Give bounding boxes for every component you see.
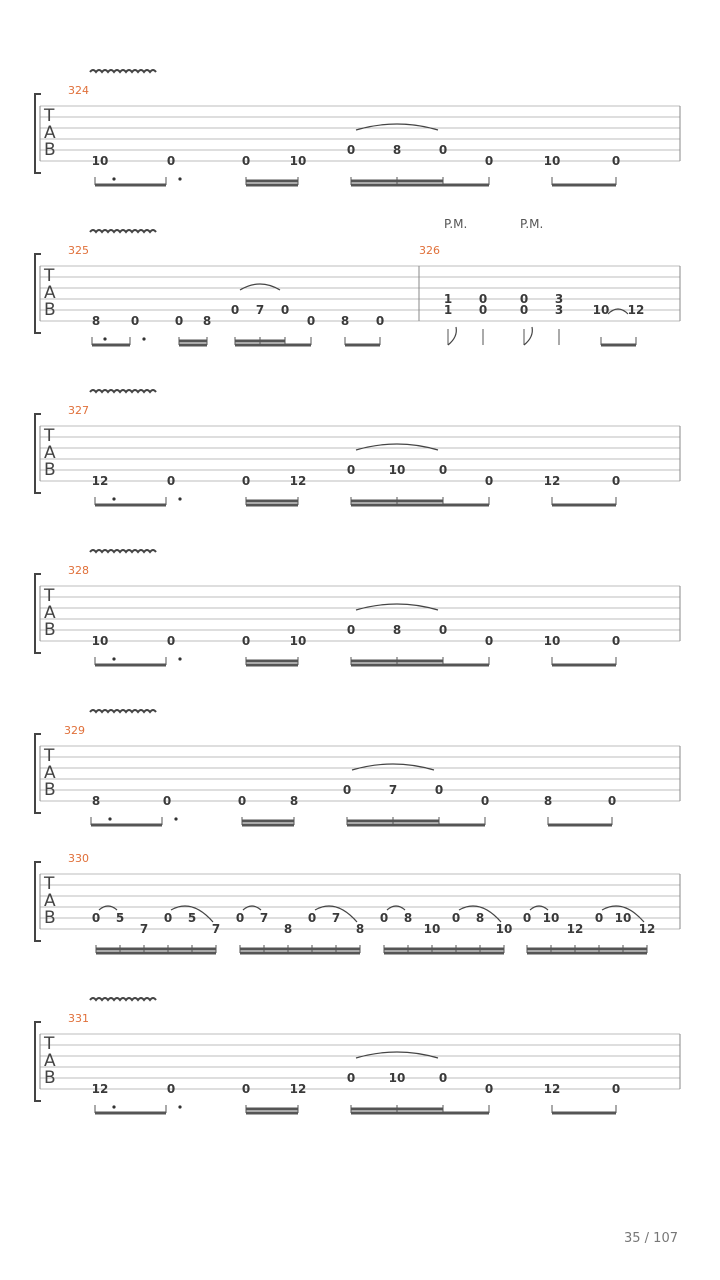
tie-arc (240, 284, 280, 290)
fret-number: 0 (484, 1082, 494, 1096)
fret-number: 0 (611, 1082, 621, 1096)
fret-number: 0 (611, 634, 621, 648)
dotted-rhythm (178, 1105, 181, 1108)
tab-clef-t: T (44, 106, 55, 126)
fret-number: 0 (478, 303, 488, 317)
vibrato-mark (90, 998, 156, 1000)
fret-number: 7 (211, 922, 221, 936)
fret-number: 8 (91, 314, 101, 328)
dotted-rhythm (178, 657, 181, 660)
fret-number: 0 (342, 783, 352, 797)
fret-number: 0 (375, 314, 385, 328)
note-flag (524, 327, 532, 345)
fret-number: 0 (519, 292, 529, 306)
fret-number: 5 (115, 911, 125, 925)
fret-number: 0 (607, 794, 617, 808)
palm-mute-label: P.M. (520, 217, 544, 231)
tab-clef-a: A (44, 763, 56, 783)
fret-number: 7 (331, 911, 341, 925)
tab-clef-b: B (44, 460, 56, 480)
dotted-rhythm (142, 337, 145, 340)
tab-clef-b: B (44, 300, 56, 320)
fret-number: 0 (166, 154, 176, 168)
dotted-rhythm (178, 497, 181, 500)
fret-number: 1 (443, 292, 453, 306)
fret-number: 0 (611, 154, 621, 168)
fret-number: 0 (166, 634, 176, 648)
fret-number: 10 (388, 1071, 406, 1085)
fret-number: 3 (554, 292, 564, 306)
fret-number: 8 (392, 143, 402, 157)
fret-number: 10 (423, 922, 441, 936)
measure-number: 325 (68, 244, 89, 257)
fret-number: 5 (187, 911, 197, 925)
tab-clef-b: B (44, 620, 56, 640)
fret-number: 8 (392, 623, 402, 637)
fret-number: 12 (543, 474, 561, 488)
tab-clef-a: A (44, 1051, 56, 1071)
fret-number: 0 (163, 911, 173, 925)
tab-clef-t: T (44, 874, 55, 894)
fret-number: 0 (451, 911, 461, 925)
fret-number: 0 (519, 303, 529, 317)
vibrato-mark (90, 550, 156, 552)
fret-number: 0 (230, 303, 240, 317)
measure-number: 324 (68, 84, 89, 97)
fret-number: 0 (241, 154, 251, 168)
fret-number: 10 (388, 463, 406, 477)
tab-clef-a: A (44, 603, 56, 623)
fret-number: 7 (255, 303, 265, 317)
fret-number: 12 (91, 1082, 109, 1096)
fret-number: 12 (566, 922, 584, 936)
measure-number: 326 (419, 244, 440, 257)
fret-number: 10 (91, 154, 109, 168)
measure-number: 327 (68, 404, 89, 417)
fret-number: 0 (522, 911, 532, 925)
tab-clef-a: A (44, 891, 56, 911)
fret-number: 8 (202, 314, 212, 328)
tab-clef-t: T (44, 266, 55, 286)
fret-number: 0 (235, 911, 245, 925)
fret-number: 8 (91, 794, 101, 808)
fret-number: 0 (241, 474, 251, 488)
fret-number: 7 (139, 922, 149, 936)
fret-number: 0 (166, 474, 176, 488)
fret-number: 7 (259, 911, 269, 925)
fret-number: 10 (543, 154, 561, 168)
fret-number: 8 (289, 794, 299, 808)
fret-number: 0 (307, 911, 317, 925)
fret-number: 0 (346, 463, 356, 477)
measure-number: 330 (68, 852, 89, 865)
dotted-rhythm (174, 817, 177, 820)
fret-number: 0 (241, 1082, 251, 1096)
tab-clef-a: A (44, 283, 56, 303)
fret-number: 12 (91, 474, 109, 488)
tab-clef-t: T (44, 746, 55, 766)
fret-number: 8 (403, 911, 413, 925)
dotted-rhythm (103, 337, 106, 340)
fret-number: 0 (91, 911, 101, 925)
fret-number: 0 (611, 474, 621, 488)
fret-number: 0 (438, 623, 448, 637)
fret-number: 8 (475, 911, 485, 925)
fret-number: 0 (280, 303, 290, 317)
tie-arc (356, 124, 438, 130)
fret-number: 0 (162, 794, 172, 808)
dotted-rhythm (108, 817, 111, 820)
fret-number: 0 (346, 1071, 356, 1085)
fret-number: 0 (130, 314, 140, 328)
fret-number: 12 (289, 1082, 307, 1096)
fret-number: 0 (241, 634, 251, 648)
tie-arc (356, 1052, 438, 1058)
note-flag (448, 327, 456, 345)
tie-arc (356, 604, 438, 610)
fret-number: 0 (480, 794, 490, 808)
tab-clef-a: A (44, 443, 56, 463)
tab-clef-b: B (44, 908, 56, 928)
fret-number: 10 (592, 303, 610, 317)
dotted-rhythm (112, 497, 115, 500)
dotted-rhythm (178, 177, 181, 180)
tab-clef-t: T (44, 1034, 55, 1054)
fret-number: 0 (379, 911, 389, 925)
fret-number: 0 (434, 783, 444, 797)
vibrato-mark (90, 70, 156, 72)
fret-number: 0 (346, 623, 356, 637)
fret-number: 12 (543, 1082, 561, 1096)
fret-number: 10 (289, 634, 307, 648)
tie-arc (352, 764, 434, 770)
vibrato-mark (90, 390, 156, 392)
fret-number: 0 (484, 634, 494, 648)
fret-number: 1 (443, 303, 453, 317)
fret-number: 0 (438, 463, 448, 477)
fret-number: 0 (237, 794, 247, 808)
fret-number: 10 (289, 154, 307, 168)
fret-number: 10 (543, 634, 561, 648)
fret-number: 3 (554, 303, 564, 317)
tab-clef-t: T (44, 586, 55, 606)
fret-number: 8 (355, 922, 365, 936)
tab-clef-b: B (44, 780, 56, 800)
fret-number: 0 (438, 143, 448, 157)
fret-number: 0 (166, 1082, 176, 1096)
tab-clef-t: T (44, 426, 55, 446)
tab-clef-a: A (44, 123, 56, 143)
fret-number: 10 (542, 911, 560, 925)
fret-number: 10 (495, 922, 513, 936)
measure-number: 329 (64, 724, 85, 737)
measure-number: 331 (68, 1012, 89, 1025)
vibrato-mark (90, 230, 156, 232)
vibrato-mark (90, 710, 156, 712)
fret-number: 0 (346, 143, 356, 157)
tie-arc (356, 444, 438, 450)
fret-number: 0 (484, 474, 494, 488)
fret-number: 10 (91, 634, 109, 648)
measure-number: 328 (68, 564, 89, 577)
fret-number: 8 (543, 794, 553, 808)
dotted-rhythm (112, 1105, 115, 1108)
palm-mute-label: P.M. (444, 217, 468, 231)
fret-number: 0 (484, 154, 494, 168)
fret-number: 10 (614, 911, 632, 925)
fret-number: 8 (340, 314, 350, 328)
fret-number: 7 (388, 783, 398, 797)
fret-number: 12 (627, 303, 645, 317)
fret-number: 0 (438, 1071, 448, 1085)
fret-number: 0 (306, 314, 316, 328)
fret-number: 0 (478, 292, 488, 306)
fret-number: 12 (638, 922, 656, 936)
fret-number: 0 (594, 911, 604, 925)
dotted-rhythm (112, 657, 115, 660)
fret-number: 8 (283, 922, 293, 936)
fret-number: 12 (289, 474, 307, 488)
fret-number: 0 (174, 314, 184, 328)
tab-clef-b: B (44, 140, 56, 160)
dotted-rhythm (112, 177, 115, 180)
tab-clef-b: B (44, 1068, 56, 1088)
page-number: 35 / 107 (624, 1231, 678, 1246)
